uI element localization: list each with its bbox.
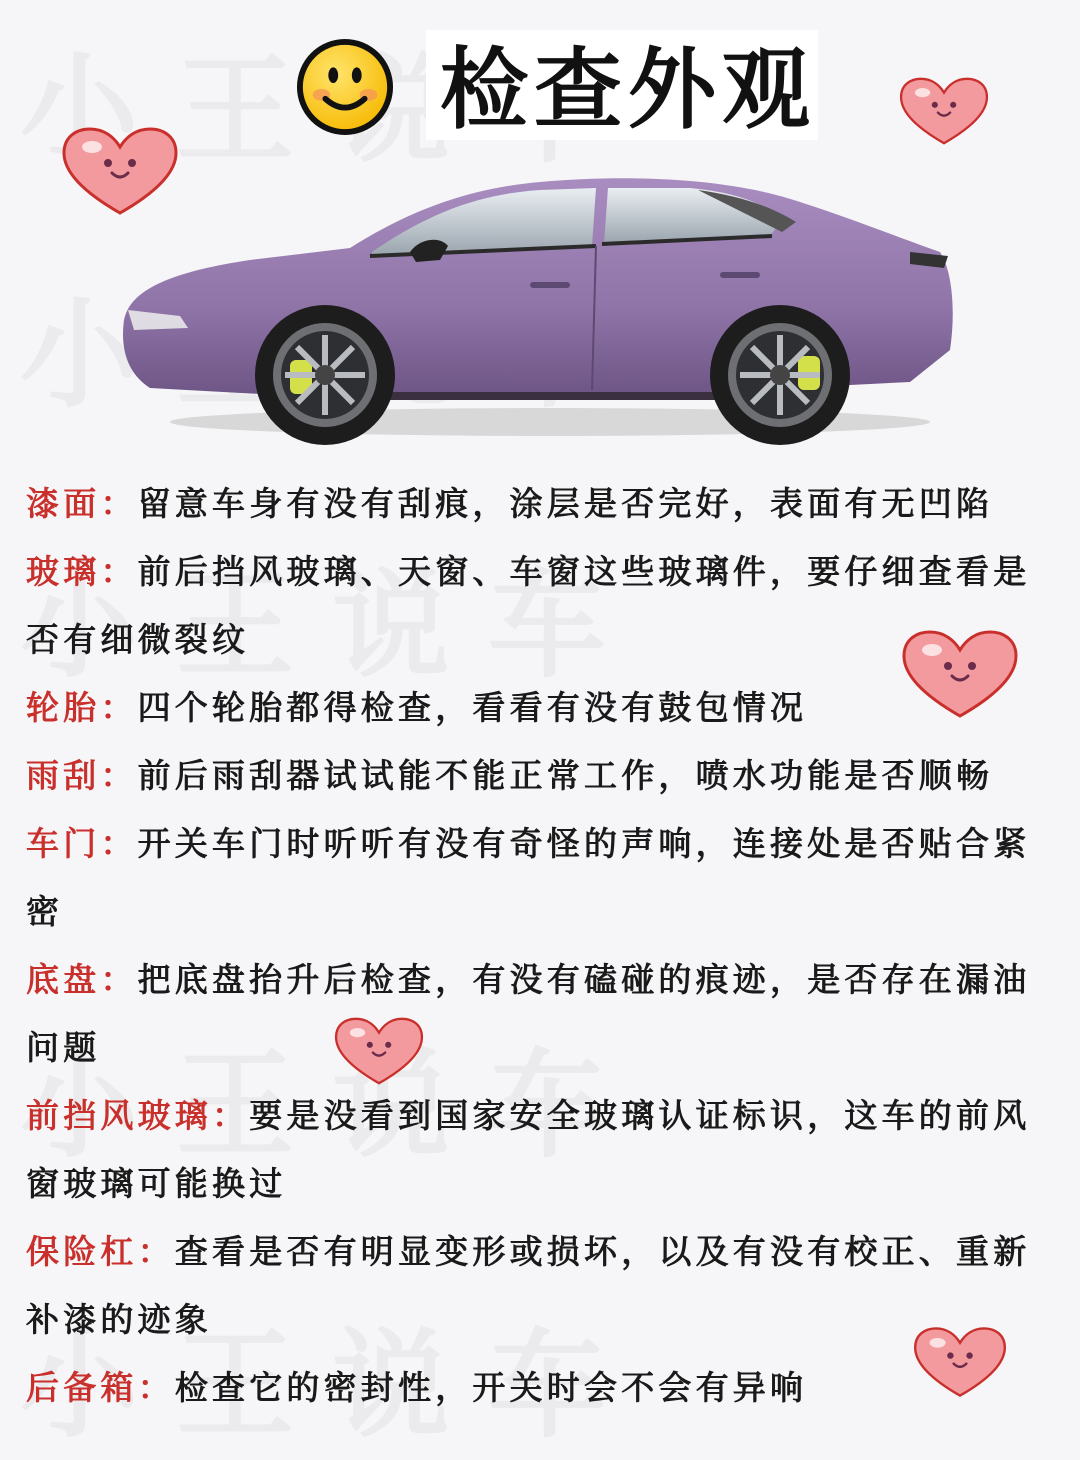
item-text: 要是没看到国家安全玻璃认证标识，这车的前风窗玻璃可能换过 bbox=[26, 1096, 1031, 1203]
item-label: 雨刮： bbox=[26, 756, 138, 795]
checklist-item-doors bbox=[26, 810, 1056, 946]
item-text: 前后雨刮器试试能不能正常工作，喷水功能是否顺畅 bbox=[137, 756, 994, 795]
item-label: 保险杠： bbox=[26, 1232, 175, 1271]
item-label: 玻璃： bbox=[26, 552, 138, 591]
item-label: 底盘： bbox=[26, 960, 138, 999]
item-text: 把底盘抬升后检查，有没有磕碰的痕迹，是否存在漏油问题 bbox=[26, 960, 1031, 1067]
checklist-item-paint bbox=[26, 470, 1056, 538]
checklist-item-windshield bbox=[26, 1082, 1056, 1218]
car-image bbox=[110, 160, 970, 450]
item-label: 前挡风玻璃： bbox=[26, 1096, 250, 1135]
smiley-face-icon bbox=[296, 38, 394, 136]
item-text: 检查它的密封性，开关时会不会有异响 bbox=[174, 1368, 808, 1407]
item-label: 漆面： bbox=[26, 484, 138, 523]
checklist bbox=[26, 470, 1056, 1422]
item-text: 四个轮胎都得检查，看看有没有鼓包情况 bbox=[137, 688, 808, 727]
checklist-item-chassis bbox=[26, 946, 1056, 1082]
checklist-item-wipers bbox=[26, 742, 1056, 810]
checklist-item-trunk bbox=[26, 1354, 1056, 1422]
page-title: 检查外观 bbox=[440, 38, 817, 141]
item-text: 留意车身有没有刮痕，涂层是否完好，表面有无凹陷 bbox=[137, 484, 994, 523]
item-text: 前后挡风玻璃、天窗、车窗这些玻璃件，要仔细查看是否有细微裂纹 bbox=[26, 552, 1031, 659]
checklist-item-bumper bbox=[26, 1218, 1056, 1354]
checklist-item-glass bbox=[26, 538, 1056, 674]
item-label: 后备箱： bbox=[26, 1368, 175, 1407]
item-label: 车门： bbox=[26, 824, 138, 863]
heart-icon bbox=[898, 75, 990, 147]
item-text: 开关车门时听听有没有奇怪的声响，连接处是否贴合紧密 bbox=[26, 824, 1031, 931]
item-label: 轮胎： bbox=[26, 688, 138, 727]
item-text: 查看是否有明显变形或损坏，以及有没有校正、重新补漆的迹象 bbox=[26, 1232, 1031, 1339]
checklist-item-tires bbox=[26, 674, 1056, 742]
